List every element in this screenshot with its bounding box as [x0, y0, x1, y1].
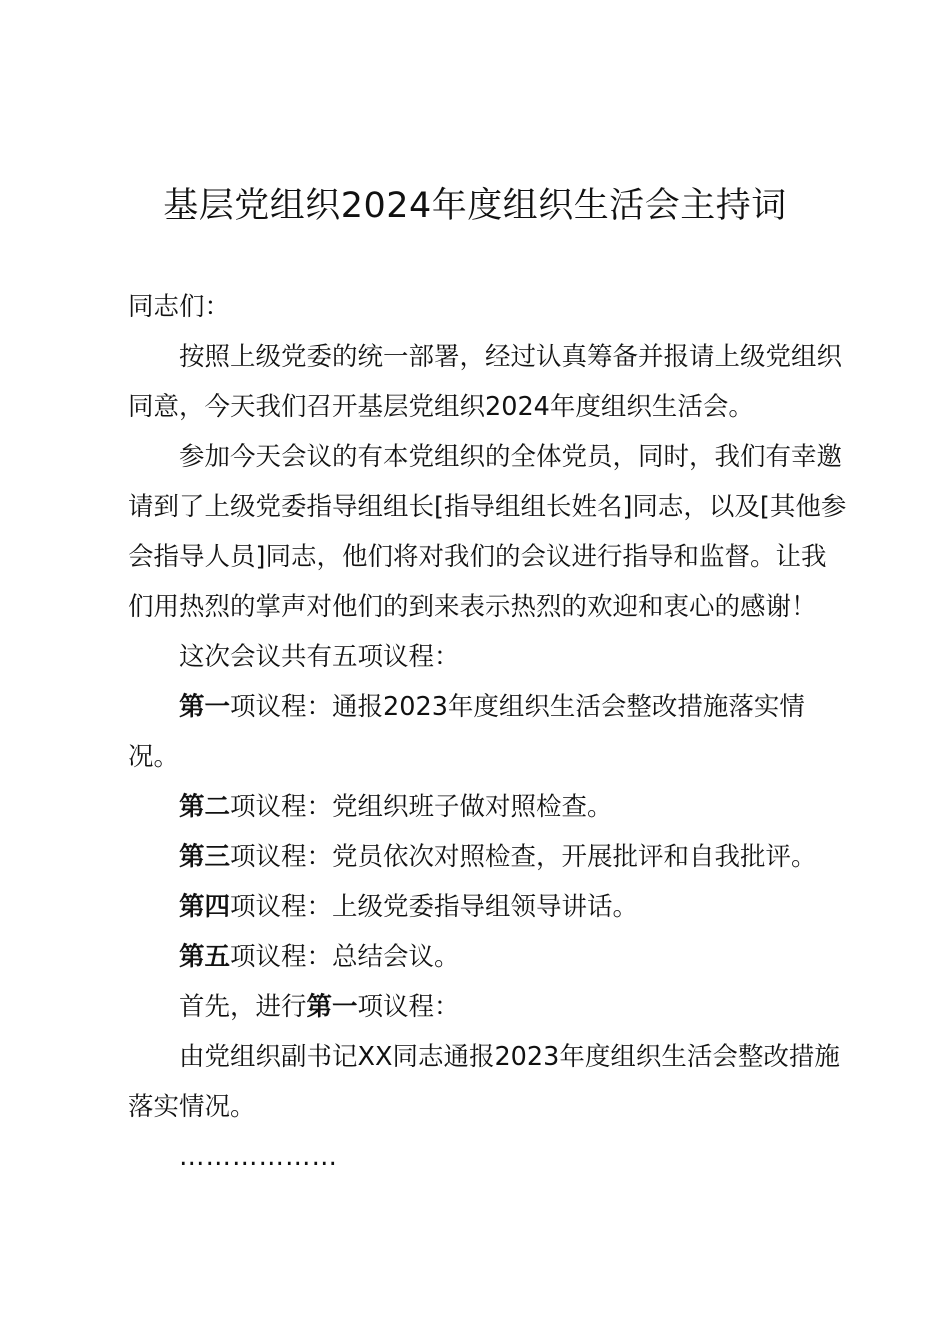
agenda-item	[128, 932, 850, 982]
paragraph-attendees: 参加今天会议的有本党组织的全体党员，同时，我们有幸邀请到了上级党委指导组组长[指导组组长姓名]同志，以及[其他参会指导人员]同志，他们将对我们的会议进行指导和监督。让我们用热烈的掌声对他们的到来表示热烈的欢迎和衷心的感谢！	[128, 442, 847, 622]
paragraph-report: 由党组织副书记XX同志通报2023年度组织生活会整改措施落实情况。	[128, 1042, 840, 1122]
agenda-text: 项议程：党组织班子做对照检查。	[230, 792, 613, 822]
agenda-text: 项议程：总结会议。	[230, 942, 460, 972]
agenda-ordinal: 第三	[179, 842, 231, 872]
salutation: 同志们：	[128, 292, 231, 322]
first-item-suffix: 项议程：	[357, 992, 460, 1022]
first-item-ordinal: 第一	[306, 992, 358, 1022]
agenda-intro: 这次会议共有五项议程：	[179, 642, 460, 672]
paragraph-opening: 按照上级党委的统一部署，经过认真筹备并报请上级党组织同意，今天我们召开基层党组织2024年度组织生活会。	[128, 342, 843, 422]
agenda-text: 项议程：上级党委指导组领导讲话。	[230, 892, 639, 922]
first-item-prefix: 首先，进行	[179, 992, 307, 1022]
document-body	[128, 282, 850, 1182]
agenda-text: 项议程：通报2023年度组织生活会整改措施落实情况。	[128, 692, 805, 772]
agenda-item	[128, 882, 850, 932]
agenda-ordinal: 第四	[179, 892, 231, 922]
agenda-item	[128, 832, 850, 882]
document-title: 基层党组织2024年度组织生活会主持词	[163, 186, 787, 226]
agenda-text: 项议程：党员依次对照检查，开展批评和自我批评。	[230, 842, 817, 872]
agenda-ordinal: 第五	[179, 942, 231, 972]
agenda-ordinal: 第二	[179, 792, 231, 822]
first-item-announcement	[128, 982, 850, 1032]
ellipsis: ………………	[179, 1142, 338, 1172]
agenda-item	[128, 682, 850, 782]
agenda-ordinal: 第一	[179, 692, 231, 722]
agenda-item	[128, 782, 850, 832]
